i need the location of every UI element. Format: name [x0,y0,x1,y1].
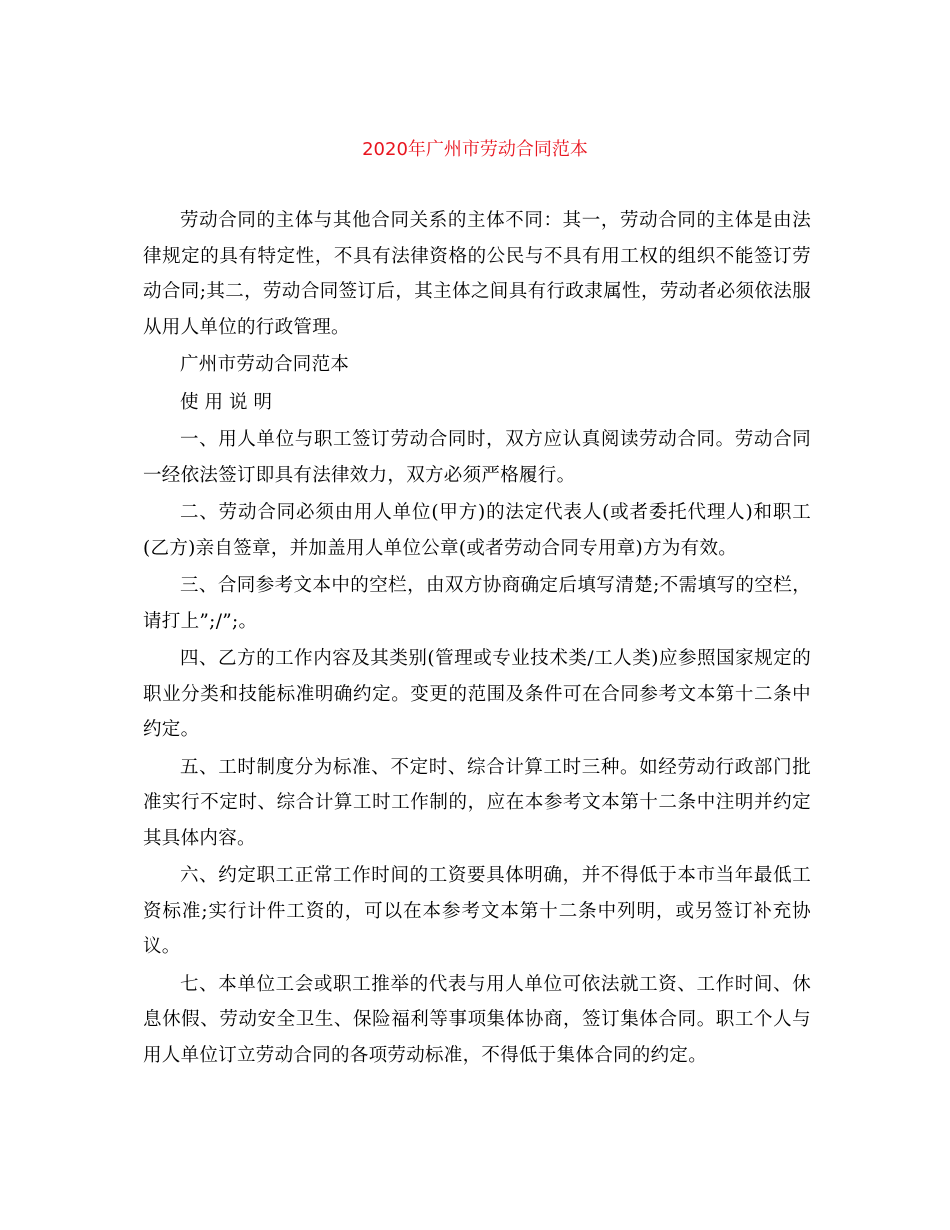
paragraph-item-7: 七、本单位工会或职工推举的代表与用人单位可依法就工资、工作时间、休息休假、劳动安全卫生、保险福利等事项集体协商，签订集体合同。职工个人与用人单位订立劳动合同的各项劳动标准，不得低于集体合同的约定。 [143,973,811,1066]
paragraph-usage-heading: 使用说明 [180,391,279,413]
document-title: 2020年广州市劳动合同范本 [362,139,588,160]
paragraph-item-6: 六、约定职工正常工作时间的工资要具体明确，并不得低于本市当年最低工资标准;实行计件工资的，可以在本参考文本第十二条中列明，或另签订补充协议。 [143,865,811,957]
paragraph-item-5: 五、工时制度分为标准、不定时、综合计算工时三种。如经劳动行政部门批准实行不定时、综合计算工时工作制的，应在本参考文本第十二条中注明并约定其具体内容。 [143,756,811,849]
paragraph-item-1: 一、用人单位与职工签订劳动合同时，双方应认真阅读劳动合同。劳动合同一经依法签订即具有法律效力，双方必须严格履行。 [143,429,811,486]
paragraph-intro: 劳动合同的主体与其他合同关系的主体不同：其一，劳动合同的主体是由法律规定的具有特定性，不具有法律资格的公民与不具有用工权的组织不能签订劳动合同;其二，劳动合同签订后，其主体之间具有行政隶属性，劳动者必须依法服从用人单位的行政管理。 [143,210,811,338]
paragraph-subtitle: 广州市劳动合同范本 [180,354,350,375]
paragraph-item-4: 四、乙方的工作内容及其类别(管理或专业技术类/工人类)应参照国家规定的职业分类和技能标准明确约定。变更的范围及条件可在合同参考文本第十二条中约定。 [143,648,811,740]
document-body [143,203,811,1075]
paragraph-item-2: 二、劳动合同必须由用人单位(甲方)的法定代表人(或者委托代理人)和职工(乙方)亲自签章，并加盖用人单位公章(或者劳动合同专用章)方为有效。 [143,502,811,559]
paragraph-item-3: 三、合同参考文本中的空栏，由双方协商确定后填写清楚;不需填写的空栏，请打上”;/”;。 [143,575,811,632]
